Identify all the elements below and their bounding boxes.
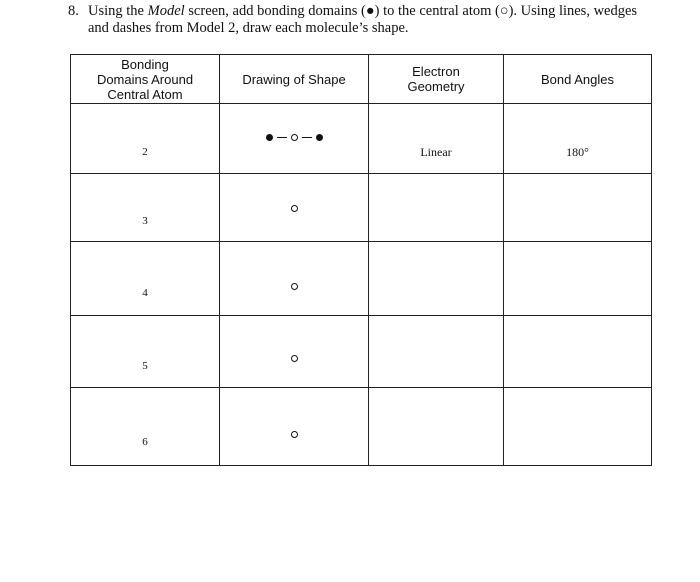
header-electron-geometry xyxy=(369,55,504,104)
geometry-value: Linear xyxy=(420,144,452,159)
question-line-1-end: screen, add bonding domains (●) to the central atom (○). Using lines, wedges xyxy=(184,3,638,19)
bond-line xyxy=(277,137,287,139)
central-atom-circle xyxy=(291,283,298,290)
shape-drawing xyxy=(220,280,368,292)
bonding-domain-dot xyxy=(266,134,273,141)
drawing-cell[interactable] xyxy=(220,242,369,316)
geometry-cell[interactable] xyxy=(369,174,504,242)
question-line-1 xyxy=(88,3,637,20)
shape-drawing xyxy=(220,202,368,214)
central-atom-circle xyxy=(291,431,298,438)
central-atom-circle xyxy=(291,205,298,212)
angle-cell[interactable] xyxy=(504,242,652,316)
geometry-cell[interactable] xyxy=(369,242,504,316)
geometry-cell[interactable] xyxy=(369,316,504,388)
drawing-cell[interactable] xyxy=(220,316,369,388)
table-row xyxy=(71,174,652,242)
linear-shape-drawing xyxy=(220,131,368,143)
table-row xyxy=(71,104,652,174)
angle-cell[interactable] xyxy=(504,104,652,174)
domains-value: 3 xyxy=(142,215,148,227)
angle-value: 180° xyxy=(566,144,589,159)
header-bonding-domains xyxy=(71,55,220,104)
domains-cell xyxy=(71,242,220,316)
domains-value: 4 xyxy=(142,286,148,299)
question-line-1-emphasis: Model xyxy=(147,3,185,19)
vsepr-table xyxy=(70,54,652,466)
table-row xyxy=(71,316,652,388)
angle-cell[interactable] xyxy=(504,174,652,242)
central-atom-circle xyxy=(291,134,298,141)
table-row xyxy=(71,388,652,466)
header-bonding-domains-line-2: Domains Around xyxy=(96,71,194,87)
question-line-2: and dashes from Model 2, draw each molecule’s shape. xyxy=(88,20,409,36)
domains-value: 2 xyxy=(142,146,148,158)
header-bonding-domains-line-3: Central Atom xyxy=(107,86,183,102)
central-atom-circle xyxy=(291,355,298,362)
header-row xyxy=(71,55,652,104)
table-row xyxy=(71,242,652,316)
header-electron-geometry-line-1: Electron xyxy=(412,64,460,79)
drawing-cell[interactable] xyxy=(220,104,369,174)
domains-value: 6 xyxy=(142,436,148,448)
bonding-domain-dot xyxy=(316,134,323,141)
shape-drawing xyxy=(220,428,368,440)
domains-cell xyxy=(71,388,220,466)
angle-cell[interactable] xyxy=(504,388,652,466)
geometry-cell[interactable] xyxy=(369,104,504,174)
header-drawing-of-shape: Drawing of Shape xyxy=(220,55,369,104)
header-bonding-domains-line-1: Bonding xyxy=(121,56,169,72)
angle-cell[interactable] xyxy=(504,316,652,388)
shape-drawing xyxy=(220,352,368,364)
question-number: 8. xyxy=(68,3,79,19)
drawing-cell[interactable] xyxy=(220,174,369,242)
domains-cell xyxy=(71,174,220,242)
domains-cell xyxy=(71,104,220,174)
domains-value: 5 xyxy=(142,360,148,372)
bond-line xyxy=(302,137,312,139)
geometry-cell[interactable] xyxy=(369,388,504,466)
drawing-cell[interactable] xyxy=(220,388,369,466)
question-line-1-start: Using the xyxy=(88,3,148,19)
header-electron-geometry-line-2: Geometry xyxy=(407,79,465,94)
domains-cell xyxy=(71,316,220,388)
header-bond-angles: Bond Angles xyxy=(504,55,652,104)
